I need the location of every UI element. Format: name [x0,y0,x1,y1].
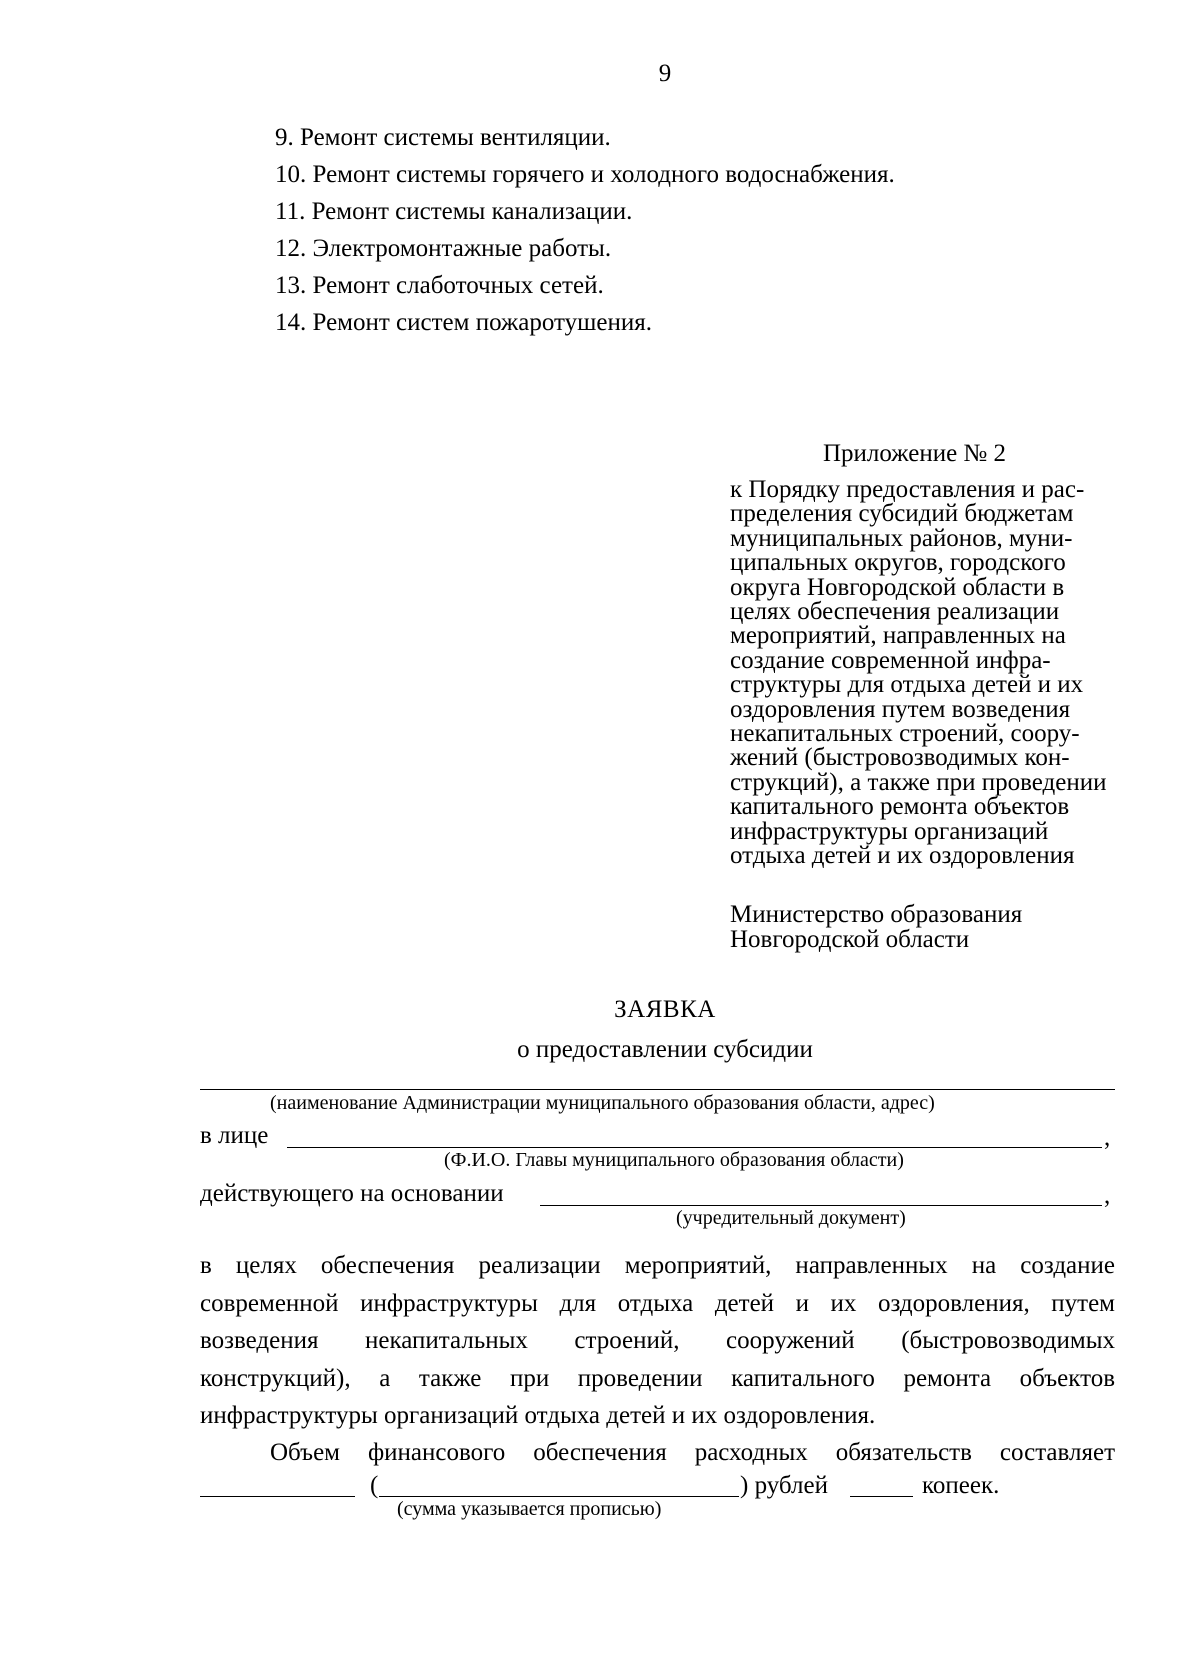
open-paren: ( [370,1472,379,1499]
person-label: в лице [200,1122,269,1149]
appendix-title: Приложение № 2 [823,440,1007,467]
comma: , [1104,1182,1111,1209]
paragraph-line: возведения некапитальных строений, сооружений (быстровозводимых [200,1327,1115,1354]
appendix-line: целях обеспечения реализации [730,598,1060,626]
addressee [730,902,1022,952]
appendix-line: пределения субсидий бюджетам [730,500,1074,528]
appendix-line: инфраструктуры организаций [730,817,1049,845]
paragraph-line: современной инфраструктуры для отдыха детей и их оздоровления, путем [200,1289,1115,1317]
appendix-line: структуры для отдыха детей и их [730,671,1084,699]
addressee-line: Новгородской области [730,926,970,953]
list-item: 13. Ремонт слаботочных сетей. [275,272,604,299]
comma: , [1104,1124,1111,1151]
list-item: 10. Ремонт системы горячего и холодного водоснабжения. [275,161,895,188]
appendix-line: муниципальных районов, муни- [730,524,1073,552]
basis-document-field[interactable] [540,1205,1102,1206]
appendix-line: мероприятий, направленных на [730,622,1066,650]
list-item: 12. Электромонтажные работы. [275,235,612,262]
amount-caption: (сумма указывается прописью) [397,1498,662,1520]
amount-paragraph [270,1434,1115,1472]
appendix-line: создание современной инфра- [730,646,1051,674]
amount-line: Объем финансового обеспечения расходных обязательств составляет [270,1439,1115,1466]
addressee-line: Министерство образования [730,901,1023,928]
kopecks-field[interactable] [850,1496,913,1497]
amount-digits-field[interactable] [200,1496,355,1497]
admin-name-caption: (наименование Администрации муниципального образования области, адрес) [270,1092,935,1114]
head-name-caption: (Ф.И.О. Главы муниципального образования области) [444,1149,904,1171]
appendix-line: жений (быстровозводимых кон- [730,744,1070,772]
form-subtitle: о предоставлении субсидии [517,1036,813,1063]
appendix-line: округа Новгородской области в [730,573,1065,601]
paragraph-line: конструкций), а также при проведении капитального ремонта объектов [200,1364,1115,1392]
amount-words-field[interactable] [379,1496,739,1497]
rubles-label: ) рублей [740,1472,828,1499]
basis-label: действующего на основании [200,1180,504,1207]
appendix-line: оздоровления путем возведения [730,695,1071,723]
appendix-line: отдыха детей и их оздоровления [730,842,1075,870]
list-item: 9. Ремонт системы вентиляции. [275,124,611,151]
appendix-text [730,478,1120,869]
appendix-line: некапитальных строений, соору- [730,720,1080,748]
paragraph-line: инфраструктуры организаций отдыха детей и их оздоровления. [200,1402,876,1429]
appendix-line: струкций), а также при проведении [730,768,1107,796]
kopecks-label: копеек. [922,1472,1000,1499]
list-item: 11. Ремонт системы канализации. [275,198,633,225]
appendix-line: к Порядку предоставления и рас- [730,476,1085,503]
paragraph-line: в целях обеспечения реализации мероприятий, направленных на создание [200,1252,1115,1279]
purpose-paragraph [200,1247,1115,1435]
page-number: 9 [658,60,672,87]
basis-document-caption: (учредительный документ) [676,1207,906,1229]
list-item: 14. Ремонт систем пожаротушения. [275,309,652,336]
form-title: ЗАЯВКА [614,996,716,1023]
admin-name-field[interactable] [200,1089,1115,1090]
appendix-line: капитального ремонта объектов [730,793,1070,821]
appendix-line: ципальных округов, городского [730,549,1066,577]
head-name-field[interactable] [287,1147,1102,1148]
